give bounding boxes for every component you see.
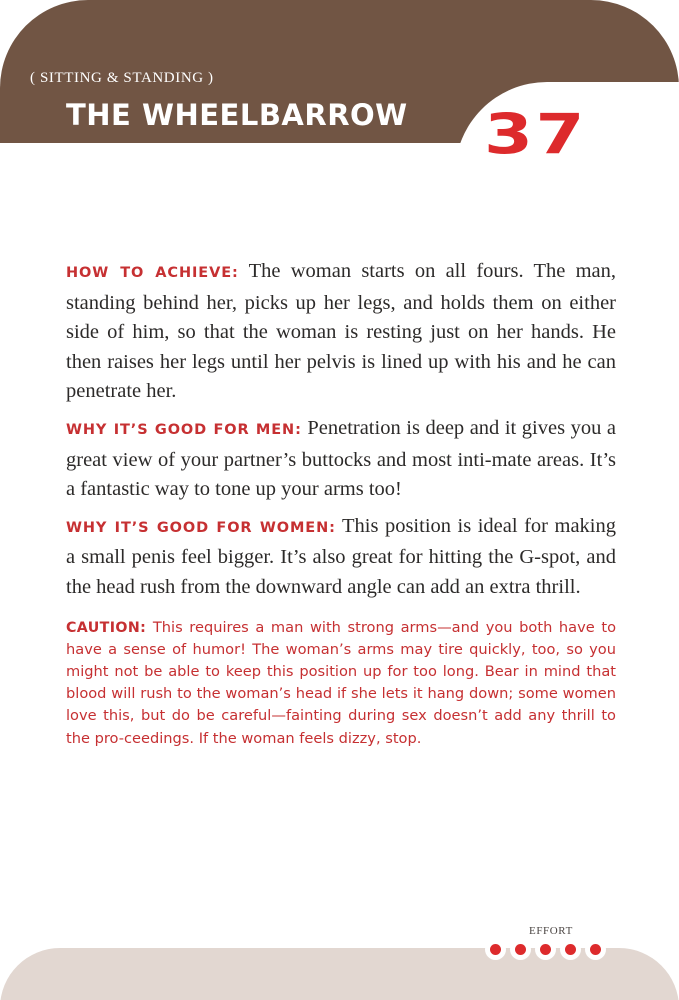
good-for-men-paragraph [66,414,616,505]
good-for-women-label: WHY IT’S GOOD FOR WOMEN: [66,519,336,536]
caution-paragraph [66,617,616,750]
how-to-achieve-text: The woman starts on all fours. The man, standing behind her, picks up her legs, and holds them on either side of him, so that the woman is resting just on her hands. He then raises her legs until her pelvis is lined up with his and he can penetrate her. [66,260,616,403]
effort-dot [510,939,531,960]
page-title: THE WHEELBARROW [66,98,408,132]
effort-dot-filled [565,944,576,955]
caution-text: This requires a man with strong arms—and you both have to have a sense of humor! The woman’s arms may tire quickly, too, so you might not be able to keep this position up for too long. Bear in mind that blood will rush to the woman’s head if she lets it hang down; some women love this, but do be careful—fainting during sex doesn’t add any thrill to the pro-ceedings. If the woman feels dizzy, stop. [66,618,616,747]
effort-dot [485,939,506,960]
how-to-achieve-label: HOW TO ACHIEVE: [66,265,239,281]
effort-dot [585,939,606,960]
effort-dot-filled [490,944,501,955]
good-for-women-paragraph [66,512,616,603]
how-to-achieve-paragraph [66,257,616,407]
effort-dot-filled [515,944,526,955]
caution-label: CAUTION: [66,619,147,636]
effort-dot-filled [590,944,601,955]
effort-dot-filled [540,944,551,955]
good-for-women-text: This position is ideal for making a small penis feel bigger. It’s also great for hitting the G-spot, and the head rush from the downward angle can add an extra thrill. [66,514,617,598]
card-number: 37 [484,102,588,166]
effort-label: EFFORT [529,925,573,937]
category-label: ( SITTING & STANDING ) [30,70,214,86]
good-for-men-text: Penetration is deep and it gives you a great view of your partner’s buttocks and most inti-mate areas. It’s a fantastic way to tone up your arms too! [66,416,616,501]
card-content [66,257,616,750]
effort-rating [485,939,606,960]
effort-dot [560,939,581,960]
effort-dot [535,939,556,960]
good-for-men-label: WHY IT’S GOOD FOR MEN: [66,421,302,438]
